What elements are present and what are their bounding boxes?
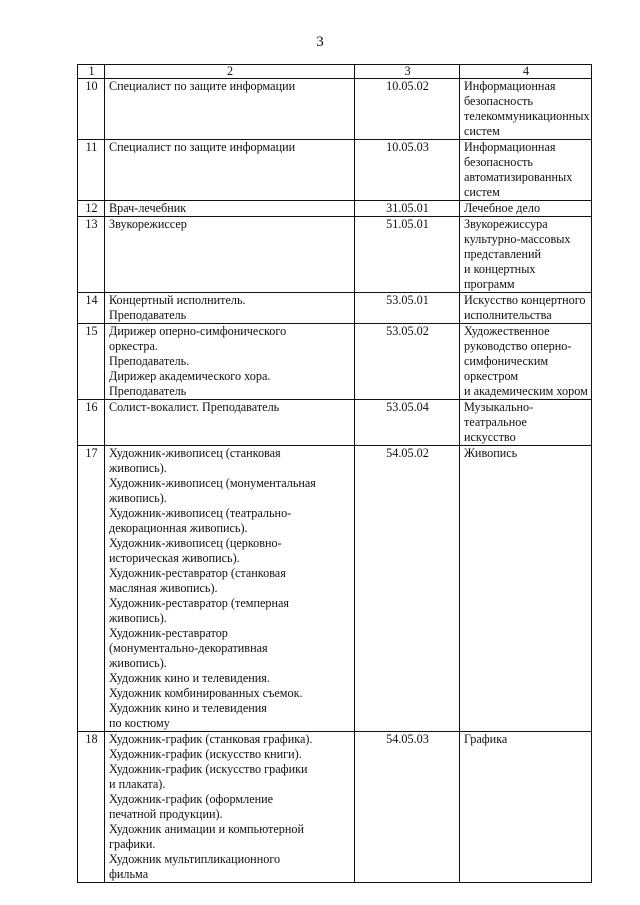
qualification-line: Художник-реставратор (темперная <box>109 596 290 610</box>
table-row <box>78 201 592 217</box>
qualification-cell <box>105 217 355 293</box>
qualification-line: Художник кино и телевидения. <box>109 671 270 685</box>
qualification-line: историческая живопись). <box>109 551 240 565</box>
qualification-line: Художник-график (станковая графика). <box>109 732 313 746</box>
specialty-code-cell: 10.05.03 <box>355 140 460 201</box>
specialty-name-line: Лечебное дело <box>464 201 541 215</box>
specialty-name-line: Графика <box>464 732 508 746</box>
qualification-line: Художник комбинированных съемок. <box>109 686 303 700</box>
qualification-cell <box>105 293 355 324</box>
qualification-line: Концертный исполнитель. <box>109 293 246 307</box>
specialty-code-cell: 54.05.02 <box>355 446 460 732</box>
qualification-line: оркестра. <box>109 339 158 353</box>
qualification-line: Врач-лечебник <box>109 201 187 215</box>
qualification-line: живопись). <box>109 611 167 625</box>
qualification-line: масляная живопись). <box>109 581 218 595</box>
specialty-name-line: симфоническим <box>464 354 549 368</box>
qualification-line: Звукорежиссер <box>109 217 187 231</box>
qualification-line: Художник-график (оформление <box>109 792 274 806</box>
specialty-name-line: Музыкально-театральное <box>464 400 534 429</box>
specialty-name-line: безопасность <box>464 94 533 108</box>
table-row <box>78 293 592 324</box>
specialty-name-line: Информационная <box>464 79 556 93</box>
specialty-name-line: безопасность <box>464 155 533 169</box>
qualification-cell <box>105 400 355 446</box>
specialty-code-cell: 53.05.01 <box>355 293 460 324</box>
specialty-name-line: Художественное <box>464 324 550 338</box>
specialty-name-cell <box>460 293 592 324</box>
qualification-line: по костюму <box>109 716 170 730</box>
specialty-code-cell: 53.05.04 <box>355 400 460 446</box>
header-col-4: 4 <box>460 65 592 79</box>
specialty-name-cell <box>460 446 592 732</box>
specialty-name-line: представлений <box>464 247 542 261</box>
specialties-table <box>77 64 592 883</box>
qualification-line: Преподаватель. <box>109 354 190 368</box>
qualification-line: Художник-реставратор <box>109 626 228 640</box>
qualification-line: Художник-живописец (театрально- <box>109 506 292 520</box>
table-body <box>78 79 592 883</box>
qualification-line: графики. <box>109 837 156 851</box>
specialty-name-line: искусство <box>464 430 516 444</box>
qualification-cell <box>105 140 355 201</box>
qualification-line: декорационная живопись). <box>109 521 248 535</box>
qualification-line: Художник-реставратор (станковая <box>109 566 286 580</box>
qualification-line: Специалист по защите информации <box>109 79 296 93</box>
specialty-code-cell: 31.05.01 <box>355 201 460 217</box>
qualification-line: Солист-вокалист. Преподаватель <box>109 400 280 414</box>
row-number-cell: 17 <box>78 446 105 732</box>
qualification-line: Художник-живописец (станковая <box>109 446 281 460</box>
qualification-line: Специалист по защите информации <box>109 140 296 154</box>
qualification-cell <box>105 732 355 883</box>
row-number-cell: 18 <box>78 732 105 883</box>
specialty-name-line: систем <box>464 124 500 138</box>
specialty-name-line: автоматизированных <box>464 170 573 184</box>
qualification-line: Художник мультипликационного <box>109 852 281 866</box>
row-number-cell: 10 <box>78 79 105 140</box>
header-col-1: 1 <box>78 65 105 79</box>
row-number-cell: 15 <box>78 324 105 400</box>
page-number: 3 <box>316 34 324 50</box>
specialty-code-cell: 53.05.02 <box>355 324 460 400</box>
specialty-name-line: телекоммуникационных <box>464 109 590 123</box>
qualification-line: и плаката). <box>109 777 166 791</box>
qualification-line: Дирижер академического хора. <box>109 369 271 383</box>
qualification-line: живопись). <box>109 656 167 670</box>
qualification-line: Художник анимации и компьютерной <box>109 822 305 836</box>
specialty-code-cell: 51.05.01 <box>355 217 460 293</box>
specialty-name-cell <box>460 79 592 140</box>
table-header-row <box>78 65 592 79</box>
specialty-name-line: Живопись <box>464 446 518 460</box>
row-number-cell: 16 <box>78 400 105 446</box>
qualification-cell <box>105 446 355 732</box>
qualification-line: Художник-график (искусство книги). <box>109 747 302 761</box>
specialty-name-line: культурно-массовых <box>464 232 571 246</box>
table-row <box>78 217 592 293</box>
qualification-line: фильма <box>109 867 149 881</box>
row-number-cell: 12 <box>78 201 105 217</box>
specialty-name-line: руководство оперно- <box>464 339 572 353</box>
table-row <box>78 400 592 446</box>
row-number-cell: 13 <box>78 217 105 293</box>
specialty-name-line: Звукорежиссура <box>464 217 548 231</box>
header-col-3: 3 <box>355 65 460 79</box>
specialty-name-cell <box>460 732 592 883</box>
specialty-name-line: Информационная <box>464 140 556 154</box>
specialty-name-cell <box>460 324 592 400</box>
qualification-cell <box>105 324 355 400</box>
qualification-line: Художник кино и телевидения <box>109 701 267 715</box>
qualification-line: Художник-график (искусство графики <box>109 762 308 776</box>
qualification-line: Преподаватель <box>109 308 187 322</box>
specialty-code-cell: 54.05.03 <box>355 732 460 883</box>
table-row <box>78 732 592 883</box>
row-number-cell: 11 <box>78 140 105 201</box>
qualification-cell <box>105 79 355 140</box>
table-row <box>78 79 592 140</box>
qualification-line: живопись). <box>109 491 167 505</box>
specialty-code-cell: 10.05.02 <box>355 79 460 140</box>
qualification-line: Художник-живописец (монументальная <box>109 476 316 490</box>
table-row <box>78 324 592 400</box>
table-row <box>78 446 592 732</box>
specialty-name-line: оркестром <box>464 369 519 383</box>
qualification-line: Дирижер оперно-симфонического <box>109 324 287 338</box>
specialty-name-line: Искусство концертного <box>464 293 586 307</box>
specialty-name-line: и академическим хором <box>464 384 588 398</box>
specialty-name-cell <box>460 201 592 217</box>
qualification-line: печатной продукции). <box>109 807 223 821</box>
specialty-name-cell <box>460 140 592 201</box>
qualification-line: Преподаватель <box>109 384 187 398</box>
table-row <box>78 140 592 201</box>
qualification-line: живопись). <box>109 461 167 475</box>
qualification-cell <box>105 201 355 217</box>
specialty-name-line: систем <box>464 185 500 199</box>
specialty-name-cell <box>460 217 592 293</box>
header-col-2: 2 <box>105 65 355 79</box>
qualification-line: Художник-живописец (церковно- <box>109 536 282 550</box>
specialty-name-line: исполнительства <box>464 308 552 322</box>
specialty-name-cell <box>460 400 592 446</box>
specialty-name-line: и концертных программ <box>464 262 536 291</box>
row-number-cell: 14 <box>78 293 105 324</box>
qualification-line: (монументально-декоративная <box>109 641 268 655</box>
